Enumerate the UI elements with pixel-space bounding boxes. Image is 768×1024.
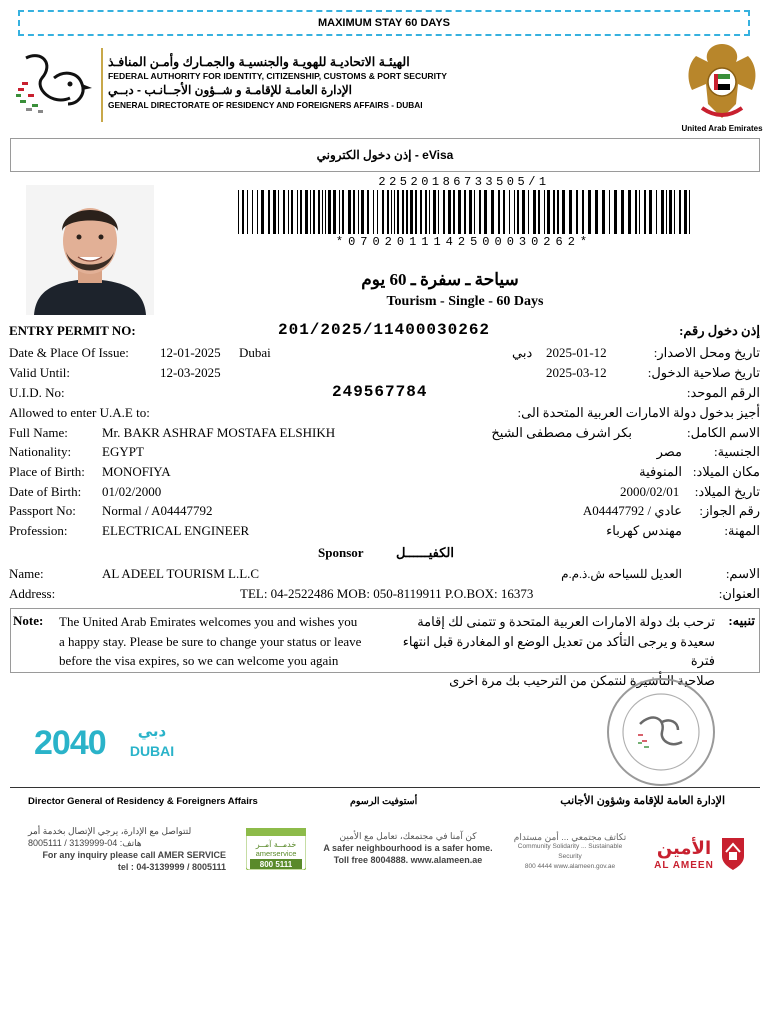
al-ameen-logo-icon: [648, 832, 748, 874]
note-text-ar: ترحب بك دولة الامارات العربية المتحدة و تتمنى لك إقامة سعيدة و يرجى التأكد من تعديل الوضع او المغادرة قبل انتهاء فترة صلاحية التأشيرة لنتمكن من الترحيب بك مرة اخرى: [402, 614, 715, 688]
authority-name-ar: الهيئـة الاتحاديـة للهويـة والجنسيـة والجمـارك وأمـن المنافـذ: [108, 55, 410, 69]
pob: MONOFIYA: [102, 464, 171, 479]
sponsor-name-label: Name:: [9, 566, 44, 581]
inquiry-ar: لتتواصل مع الإدارة، يرجي الإتصال بخدمة أمر: [28, 826, 192, 836]
community-en: Community Solidarity ... Sustainable Security: [517, 843, 623, 860]
safer-neighbourhood-block: [320, 830, 496, 866]
nationality-ar: مصر: [656, 444, 682, 459]
uid-label-ar: الرقم الموحد:: [686, 385, 760, 400]
entry-permit-number: 201/2025/11400030262: [278, 321, 491, 339]
applicant-photo: [26, 185, 154, 315]
safer-en: A safer neighbourhood is a safer home.: [323, 843, 493, 853]
director-general-title: Director General of Residency & Foreigners Affairs: [28, 796, 258, 807]
full-name-ar: بكر اشرف مصطفى الشيخ: [491, 425, 632, 440]
sponsor-name-ar: العديل للسياحه ش.ذ.م.م: [561, 567, 682, 581]
header-divider: [101, 48, 103, 122]
community-ar: تكاتف مجتمعي ... أمن مستدام: [513, 832, 627, 842]
allowed-text-ar: أجيز بدخول دولة الامارات العربية المتحدة الى:: [517, 405, 760, 420]
inquiry-tel: tel : 04-3139999 / 8005111: [117, 862, 226, 872]
max-stay-banner: MAXIMUM STAY 60 DAYS: [18, 10, 750, 36]
profession: ELECTRICAL ENGINEER: [102, 523, 250, 538]
uae-emblem-icon: [680, 38, 764, 124]
issue-date: 12-01-2025: [160, 345, 221, 360]
sponsor-title-ar: الكفيــــــل: [396, 545, 454, 560]
directorate-name-ar: الإدارة العامـة للإقامـة و شــؤون الأجــانـب - دبــي: [108, 83, 352, 97]
authority-name-en: FEDERAL AUTHORITY FOR IDENTITY, CITIZENSHIP, CUSTOMS & PORT SECURITY: [108, 71, 448, 81]
barcode: [236, 190, 692, 234]
fees-collected-ar: أستوفيت الرسوم: [350, 796, 418, 807]
sponsor-address-label-ar: العنوان:: [718, 586, 760, 601]
dubai-2040-en: DUBAI: [129, 743, 175, 759]
entry-permit-label: ENTRY PERMIT NO:: [9, 323, 136, 338]
pob-label-ar: مكان الميلاد:: [692, 464, 760, 479]
passport: Normal / A04447792: [102, 503, 213, 518]
profession-label: Profession:: [9, 523, 68, 538]
barcode-top-number: 22520186733505/1: [378, 175, 550, 189]
visa-type-ar: سياحة ـ سفرة ـ 60 يوم: [361, 270, 519, 289]
note-label-ar: تنبيه:: [728, 613, 755, 628]
allowed-text: Allowed to enter U.A.E to:: [9, 405, 150, 420]
community-contacts: 800 4444 www.alameen.gov.ae: [524, 863, 616, 870]
sponsor-address: TEL: 04-2522486 MOB: 050-8119911 P.O.BOX: 16373: [240, 586, 534, 601]
full-name-label-ar: الاسم الكامل:: [687, 425, 760, 440]
valid-label-ar: تاريخ صلاحية الدخول:: [647, 365, 760, 380]
profession-ar: مهندس كهرباء: [606, 523, 682, 538]
full-name: Mr. BAKR ASHRAF MOSTAFA ELSHIKH: [102, 425, 336, 440]
note-text: The United Arab Emirates welcomes you and wishes you a happy stay. Please be sure to change your status or leave before the visa expires, so we can welcome you again: [59, 614, 362, 668]
sponsor-name: AL ADEEL TOURISM L.L.C: [102, 566, 260, 581]
entry-permit-label-ar: إذن دخول رقم:: [679, 323, 760, 338]
pob-label: Place of Birth:: [9, 464, 85, 479]
amer-ar: خدمــة آمــر: [255, 840, 297, 849]
nationality-label: Nationality:: [9, 444, 72, 459]
valid-label: Valid Until:: [9, 365, 71, 380]
barcode-bottom-number: *0702011142500030262*: [335, 235, 593, 249]
inquiry-ar-phone: هاتف: 04-3139999 / 8005111: [28, 838, 142, 848]
issue-date-ar: 2025-01-12: [546, 345, 607, 360]
dubai-2040-logo-icon: [34, 718, 184, 762]
issue-place-ar: دبي: [512, 345, 533, 360]
general-directorate-ar: الإدارة العامة للإقامة وشؤون الأجانب: [560, 795, 725, 807]
amer-service-logo-icon: [246, 828, 306, 870]
full-name-label: Full Name:: [9, 425, 68, 440]
issue-label-ar: تاريخ ومحل الاصدار:: [653, 345, 760, 360]
uid-number: 249567784: [332, 383, 428, 401]
sponsor-address-label: Address:: [9, 586, 56, 601]
amer-en: amerservice: [255, 849, 297, 858]
nationality-label-ar: الجنسية:: [714, 444, 760, 459]
safer-ar: كن آمنا في مجتمعك، تعامل مع الأمين: [339, 831, 477, 841]
official-stamp-icon: [604, 676, 718, 788]
passport-label: Passport No:: [9, 503, 76, 518]
authority-block: [108, 54, 448, 111]
issue-label: Date & Place Of Issue:: [9, 345, 129, 360]
dob: 01/02/2000: [102, 484, 162, 499]
note-box: [10, 608, 760, 688]
pob-ar: المنوفية: [639, 464, 682, 479]
directorate-name-en: GENERAL DIRECTORATE OF RESIDENCY AND FOREIGNERS AFFAIRS - DUBAI: [108, 100, 423, 110]
issue-place: Dubai: [239, 345, 271, 360]
valid-date: 12-03-2025: [160, 365, 221, 380]
dob-ar: 2000/02/01: [620, 484, 680, 499]
dob-label: Date of Birth:: [9, 484, 82, 499]
sponsor-name-label-ar: الاسم:: [725, 566, 760, 581]
footer-divider: [10, 787, 760, 788]
community-block: [506, 832, 634, 872]
note-label: Note:: [13, 613, 44, 628]
dob-label-ar: تاريخ الميلاد:: [694, 484, 760, 499]
amer-number: 800 5111: [259, 860, 293, 869]
evisa-title: إذن دخول الكتروني - eVisa: [10, 138, 760, 172]
visa-type-en: Tourism - Single - 60 Days: [386, 294, 544, 309]
inquiry-en: For any inquiry please call AMER SERVICE: [42, 850, 226, 860]
safer-toll: Toll free 8004888. www.alameen.ae: [333, 855, 483, 865]
profession-label-ar: المهنة:: [724, 523, 760, 538]
valid-date-ar: 2025-03-12: [546, 365, 607, 380]
inquiry-block: [28, 825, 226, 873]
dubai-2040-ar: دبي: [137, 722, 167, 740]
nationality: EGYPT: [102, 444, 144, 459]
passport-label-ar: رقم الجواز:: [699, 503, 760, 518]
alameen-ar: الأمين: [656, 838, 712, 859]
dubai-2040-digits: 2040: [34, 724, 106, 762]
alameen-en: AL AMEEN: [654, 860, 714, 871]
passport-ar: عادي / A04447792: [582, 503, 682, 518]
uid-label: U.I.D. No:: [9, 385, 65, 400]
sponsor-title: Sponsor: [318, 545, 364, 560]
falcon-logo-icon: [12, 48, 102, 120]
uae-caption: United Arab Emirates: [681, 124, 763, 133]
